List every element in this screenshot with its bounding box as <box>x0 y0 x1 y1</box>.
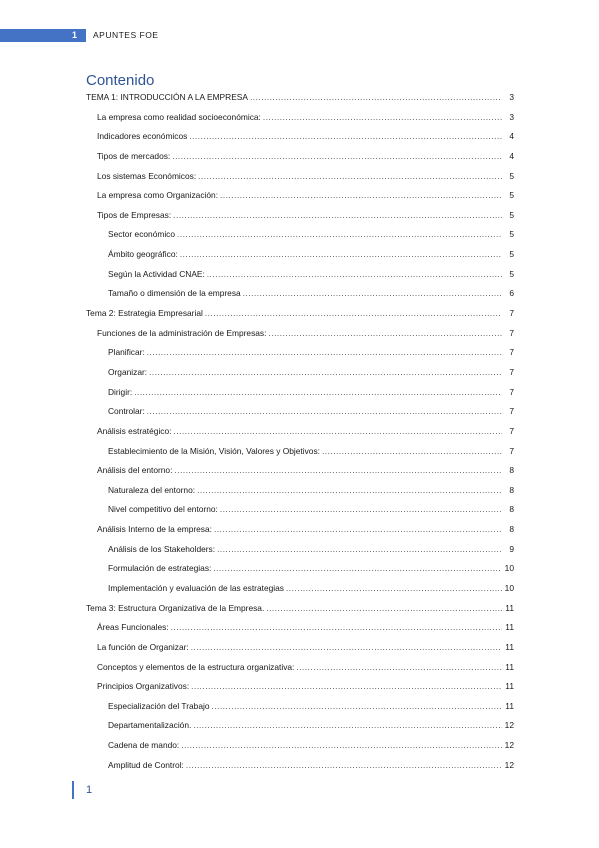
toc-entry[interactable] <box>86 206 514 226</box>
toc-entry[interactable] <box>86 167 514 187</box>
toc-dot-leader <box>189 127 502 147</box>
toc-dot-leader <box>172 147 502 167</box>
toc-dot-leader <box>220 186 502 206</box>
toc-entry-page: 5 <box>509 268 514 279</box>
toc-dot-leader <box>171 618 502 638</box>
toc-entry-label: Los sistemas Económicos: <box>97 170 197 181</box>
toc-entry-label: Conceptos y elementos de la estructura organizativa: <box>97 661 295 672</box>
toc-entry-label: Sector económico <box>108 229 176 240</box>
toc-entry[interactable] <box>86 245 514 265</box>
toc-dot-leader <box>147 402 502 422</box>
toc-dot-leader <box>198 167 502 187</box>
toc-entry-page: 3 <box>509 111 514 122</box>
toc-entry[interactable] <box>86 579 514 599</box>
toc-entry-page: 12 <box>504 759 514 770</box>
toc-entry[interactable] <box>86 677 514 697</box>
toc-entry-label: Formulación de estrategias: <box>108 563 212 574</box>
toc-entry-label: Tema 3: Estructura Organizativa de la Empresa. <box>86 602 265 613</box>
toc-entry-label: Según la Actividad CNAE: <box>108 268 205 279</box>
toc-entry[interactable] <box>86 540 514 560</box>
toc-entry-label: Análisis de los Stakeholders: <box>108 543 216 554</box>
toc-dot-leader <box>149 363 502 383</box>
toc-entry[interactable] <box>86 127 514 147</box>
toc-entry[interactable] <box>86 147 514 167</box>
toc-entry-page: 10 <box>504 563 514 574</box>
toc-entry-page: 3 <box>509 91 514 102</box>
toc-dot-leader <box>286 579 502 599</box>
toc-entry-page: 11 <box>505 602 514 613</box>
toc-entry-label: Cadena de mando: <box>108 740 180 751</box>
toc-entry-label: La función de Organizar: <box>97 641 189 652</box>
toc-entry[interactable] <box>86 265 514 285</box>
toc-dot-leader <box>181 736 502 756</box>
toc-dot-leader <box>147 343 502 363</box>
toc-entry-page: 12 <box>504 720 514 731</box>
toc-entry-label: Establecimiento de la Misión, Visión, Valores y Objetivos: <box>108 445 320 456</box>
toc-entry-page: 11 <box>505 681 514 692</box>
toc-entry-label: Funciones de la administración de Empresas: <box>97 327 267 338</box>
toc-heading: Contenido <box>86 72 155 89</box>
toc-entry-label: Tipos de Empresas: <box>97 209 172 220</box>
toc-entry-label: Dirigir: <box>108 386 133 397</box>
toc-entry-label: Análisis estratégico: <box>97 425 172 436</box>
toc-entry-label: Análisis Interno de la empresa: <box>97 524 212 535</box>
toc-dot-leader <box>173 206 502 226</box>
table-of-contents <box>86 88 514 775</box>
toc-entry-label: Análisis del entorno: <box>97 465 173 476</box>
toc-entry-label: Implementación y evaluación de las estrategias <box>108 583 284 593</box>
toc-entry[interactable] <box>86 756 514 776</box>
toc-entry-label: La empresa como Organización: <box>97 190 219 201</box>
toc-entry-label: Ámbito geográfico: <box>108 249 178 260</box>
toc-dot-leader <box>186 756 502 776</box>
toc-dot-leader <box>322 442 502 462</box>
toc-entry-page: 5 <box>509 249 514 260</box>
toc-entry-page: 5 <box>509 190 514 201</box>
toc-entry[interactable] <box>86 559 514 579</box>
toc-entry-label: Amplitud de Control: <box>108 759 184 770</box>
toc-entry[interactable] <box>86 186 514 206</box>
toc-entry-page: 8 <box>509 484 514 495</box>
toc-entry-label: Tipos de mercados: <box>97 150 171 161</box>
toc-entry[interactable] <box>86 422 514 442</box>
toc-entry-label: Departamentalización. <box>108 720 192 731</box>
toc-entry-label: Tema 2: Estrategia Empresarial <box>86 308 203 319</box>
toc-entry-label: Indicadores económicos <box>97 131 188 142</box>
toc-entry[interactable] <box>86 324 514 344</box>
toc-entry[interactable] <box>86 717 514 737</box>
toc-entry-page: 7 <box>509 406 514 417</box>
toc-dot-leader <box>207 265 502 285</box>
toc-dot-leader <box>220 500 502 520</box>
toc-entry-page: 9 <box>509 543 514 554</box>
toc-entry[interactable] <box>86 736 514 756</box>
toc-dot-leader <box>173 422 502 442</box>
toc-entry[interactable] <box>86 461 514 481</box>
toc-entry-page: 7 <box>509 327 514 338</box>
toc-entry-page: 11 <box>505 641 514 652</box>
toc-dot-leader <box>205 304 502 324</box>
toc-dot-leader <box>296 658 502 678</box>
toc-entry[interactable] <box>86 520 514 540</box>
toc-entry[interactable] <box>86 363 514 383</box>
toc-dot-leader <box>266 599 502 619</box>
toc-dot-leader <box>217 540 502 560</box>
toc-entry-page: 7 <box>509 347 514 358</box>
toc-dot-leader <box>191 677 502 697</box>
toc-entry[interactable] <box>86 284 514 304</box>
toc-entry-page: 11 <box>505 622 514 633</box>
toc-dot-leader <box>193 717 502 737</box>
toc-dot-leader <box>174 461 502 481</box>
toc-entry-label: Organizar: <box>108 366 148 377</box>
toc-dot-leader <box>263 108 502 128</box>
toc-entry-page: 7 <box>509 308 514 319</box>
toc-dot-leader <box>250 88 502 108</box>
toc-entry[interactable] <box>86 225 514 245</box>
toc-dot-leader <box>213 559 502 579</box>
toc-entry-page: 7 <box>509 386 514 397</box>
toc-entry-page: 5 <box>509 170 514 181</box>
toc-entry-label: Controlar: <box>108 406 145 417</box>
toc-entry-page: 7 <box>509 366 514 377</box>
toc-entry-page: 4 <box>509 131 514 142</box>
toc-entry[interactable] <box>86 658 514 678</box>
toc-entry[interactable] <box>86 697 514 717</box>
toc-dot-leader <box>134 383 502 403</box>
toc-entry-label: TEMA 1: INTRODUCCIÓN A LA EMPRESA <box>86 91 248 102</box>
toc-entry-page: 12 <box>504 740 514 751</box>
toc-entry-page: 6 <box>509 288 514 299</box>
toc-entry-label: Áreas Funcionales: <box>97 622 169 633</box>
toc-entry-label: Especialización del Trabajo <box>108 700 210 711</box>
toc-entry-page: 4 <box>509 150 514 161</box>
toc-dot-leader <box>243 284 502 304</box>
header-page-number: 1 <box>72 30 78 40</box>
footer-page-number: 1 <box>86 784 93 796</box>
toc-dot-leader <box>177 225 502 245</box>
toc-entry-page: 5 <box>509 229 514 240</box>
toc-entry-page: 11 <box>505 661 514 672</box>
toc-entry-label: Tamaño o dimensión de la empresa <box>108 288 241 299</box>
header-title: APUNTES FOE <box>93 30 159 40</box>
toc-entry-page: 8 <box>509 465 514 476</box>
toc-entry-label: Planificar: <box>108 347 145 358</box>
toc-entry[interactable] <box>86 618 514 638</box>
toc-entry[interactable] <box>86 383 514 403</box>
toc-entry-label: Naturaleza del entorno: <box>108 484 196 495</box>
toc-dot-leader <box>214 520 502 540</box>
toc-entry-label: Nivel competitivo del entorno: <box>108 504 218 515</box>
toc-dot-leader <box>212 697 503 717</box>
toc-dot-leader <box>180 245 502 265</box>
toc-entry[interactable] <box>86 599 514 619</box>
toc-dot-leader <box>197 481 502 501</box>
toc-entry[interactable] <box>86 442 514 462</box>
toc-entry[interactable] <box>86 481 514 501</box>
toc-entry-page: 7 <box>509 445 514 456</box>
toc-entry-label: Principios Organizativos: <box>97 681 190 692</box>
toc-dot-leader <box>191 638 502 658</box>
toc-entry[interactable] <box>86 638 514 658</box>
toc-entry-page: 7 <box>509 425 514 436</box>
toc-entry[interactable] <box>86 304 514 324</box>
toc-entry-page: 10 <box>504 583 514 593</box>
toc-entry[interactable] <box>86 500 514 520</box>
toc-entry[interactable] <box>86 108 514 128</box>
toc-entry-page: 11 <box>505 700 514 711</box>
toc-entry-page: 8 <box>509 524 514 535</box>
toc-entry[interactable] <box>86 343 514 363</box>
footer-accent-bar <box>72 781 74 799</box>
toc-entry[interactable] <box>86 88 514 108</box>
toc-dot-leader <box>268 324 502 344</box>
toc-entry-label: La empresa como realidad socioeconómica: <box>97 111 261 122</box>
toc-entry-page: 5 <box>509 209 514 220</box>
toc-entry-page: 8 <box>509 504 514 515</box>
toc-entry[interactable] <box>86 402 514 422</box>
